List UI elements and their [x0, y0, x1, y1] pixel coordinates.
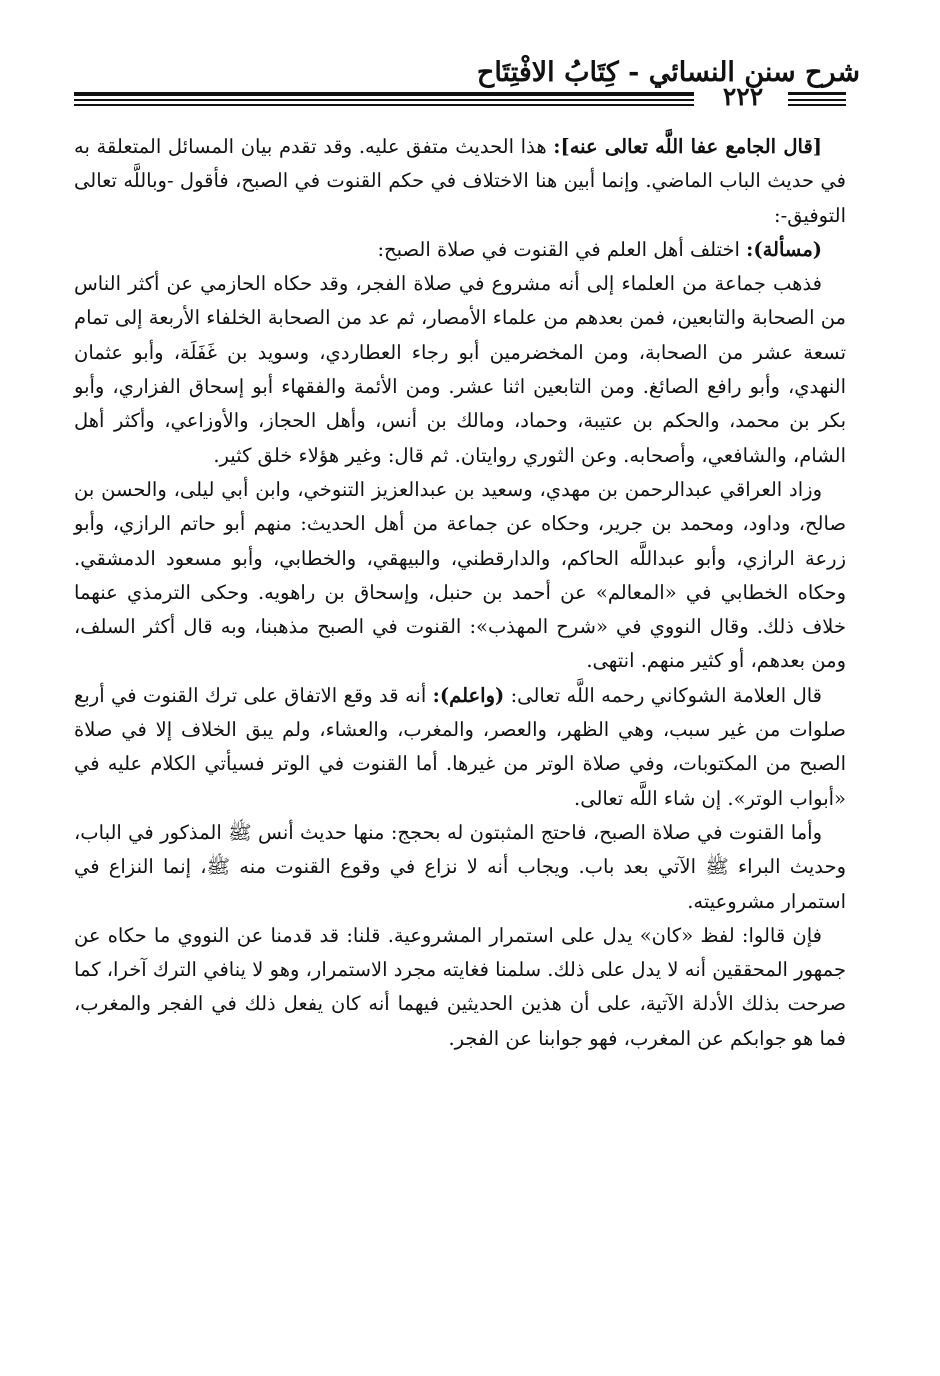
header-rule [74, 92, 694, 96]
paragraph [74, 130, 846, 233]
paragraph-text: هذا الحديث متفق عليه. وقد تقدم بيان المسائل المتعلقة به في حديث الباب الماضي. وإنما أبين هنا الاختلاف في حكم القنوت في الصبح، فأقول -وباللَّه تعالى التوفيق-: [74, 135, 846, 227]
running-title: شرح سنن النسائي - كِتَابُ الافْتِتَاح [476, 57, 860, 88]
header-rule [788, 92, 846, 95]
paragraph-text: أنه قد وقع الاتفاق على ترك القنوت في أربع صلوات من غير سبب، وهي الظهر، والعصر، والمغرب، والعشاء، ولم يبق الخلاف إلا في صلاة الصبح من المكتوبات، وفي صلاة الوتر من غيرها. أما القنوت في الوتر فسيأتي الكلام عليه في «أبواب الوتر». إن شاء اللَّه تعالى. [74, 683, 846, 810]
paragraph-text: فذهب جماعة من العلماء إلى أنه مشروع في صلاة الفجر، وقد حكاه الحازمي عن أكثر الناس من الصحابة والتابعين، فمن بعدهم من علماء الأمصار، ثم عد من الصحابة الخلفاء الأربعة إلى تمام تسعة عشر من الصحابة، ومن المخضرمين أبو رجاء العطاردي، وسويد بن غَفَلَة، وأبو عثمان النهدي، وأبو رافع الصائغ. ومن التابعين اثنا عشر. ومن الأئمة والفقهاء أبو إسحاق الفزاري، وأبو بكر بن محمد، والحكم بن عتيبة، وحماد، ومالك بن أنس، وأهل الحجاز، والأوزاعي، وأكثر أهل الشام، والشافعي، وأصحابه. وعن الثوري روايتان. ثم قال: وغير هؤلاء خلق كثير. [74, 272, 846, 467]
header-rule [74, 104, 694, 106]
paragraph-text: وزاد العراقي عبدالرحمن بن مهدي، وسعيد بن عبدالعزيز التنوخي، وابن أبي ليلى، والحسن بن صالح، وداود، ومحمد بن جرير، وحكاه عن جماعة من أهل الحديث: منهم أبو حاتم الرازي، وأبو زرعة الرازي، وأبو عبداللَّه الحاكم، والدارقطني، والبيهقي، والخطابي، وأبو مسعود الدمشقي. وحكاه الخطابي في «المعالم» عن أحمد بن حنبل، وإسحاق بن راهويه. وحكى الترمذي عنهما خلاف ذلك. وقال النووي في «شرح المهذب»: القنوت في الصبح مذهبنا، وبه قال أكثر السلف، ومن بعدهم، أو كثير منهم. انتهى. [74, 477, 846, 673]
page-body [74, 130, 846, 1056]
paragraph-text: قال العلامة الشوكاني رحمه اللَّه تعالى: [504, 683, 822, 707]
paragraph-text: وأما القنوت في صلاة الصبح، فاحتج المثبتون له بحجج: منها حديث أنس ﷺ المذكور في الباب، وحديث البراء ﷺ الآتي بعد باب. ويجاب أنه لا نزاع في وقوع القنوت منه ﷺ، إنما النزاع في استمرار مشروعيته. [74, 820, 846, 913]
page-number: ٢٢٢ [722, 82, 764, 111]
paragraph [74, 679, 846, 816]
paragraph-lead: [قال الجامع عفا اللَّه تعالى عنه]: [553, 135, 822, 158]
paragraph [74, 267, 846, 473]
header-rule [74, 99, 694, 101]
paragraph [74, 473, 846, 679]
paragraph-bold: (واعلم): [432, 683, 505, 707]
paragraph-text: اختلف أهل العلم في القنوت في صلاة الصبح: [377, 237, 747, 261]
header-rule [788, 99, 846, 101]
header-rule [788, 104, 846, 106]
paragraph-lead: (مسألة): [746, 237, 822, 261]
paragraph [74, 816, 846, 919]
paragraph [74, 919, 846, 1056]
paragraph [74, 233, 846, 267]
paragraph-text: فإن قالوا: لفظ «كان» يدل على استمرار المشروعية. قلنا: قد قدمنا عن النووي ما حكاه عن جمهور المحققين أنه لا يدل على ذلك. سلمنا فغايته مجرد الاستمرار، وهو لا ينافي الترك آخرا، كما صرحت بذلك الأدلة الآتية، على أن هذين الحديثين فيهما أنه كان يفعل ذلك في الفجر والمغرب، فما هو جوابكم عن المغرب، فهو جوابنا عن الفجر. [74, 923, 846, 1050]
